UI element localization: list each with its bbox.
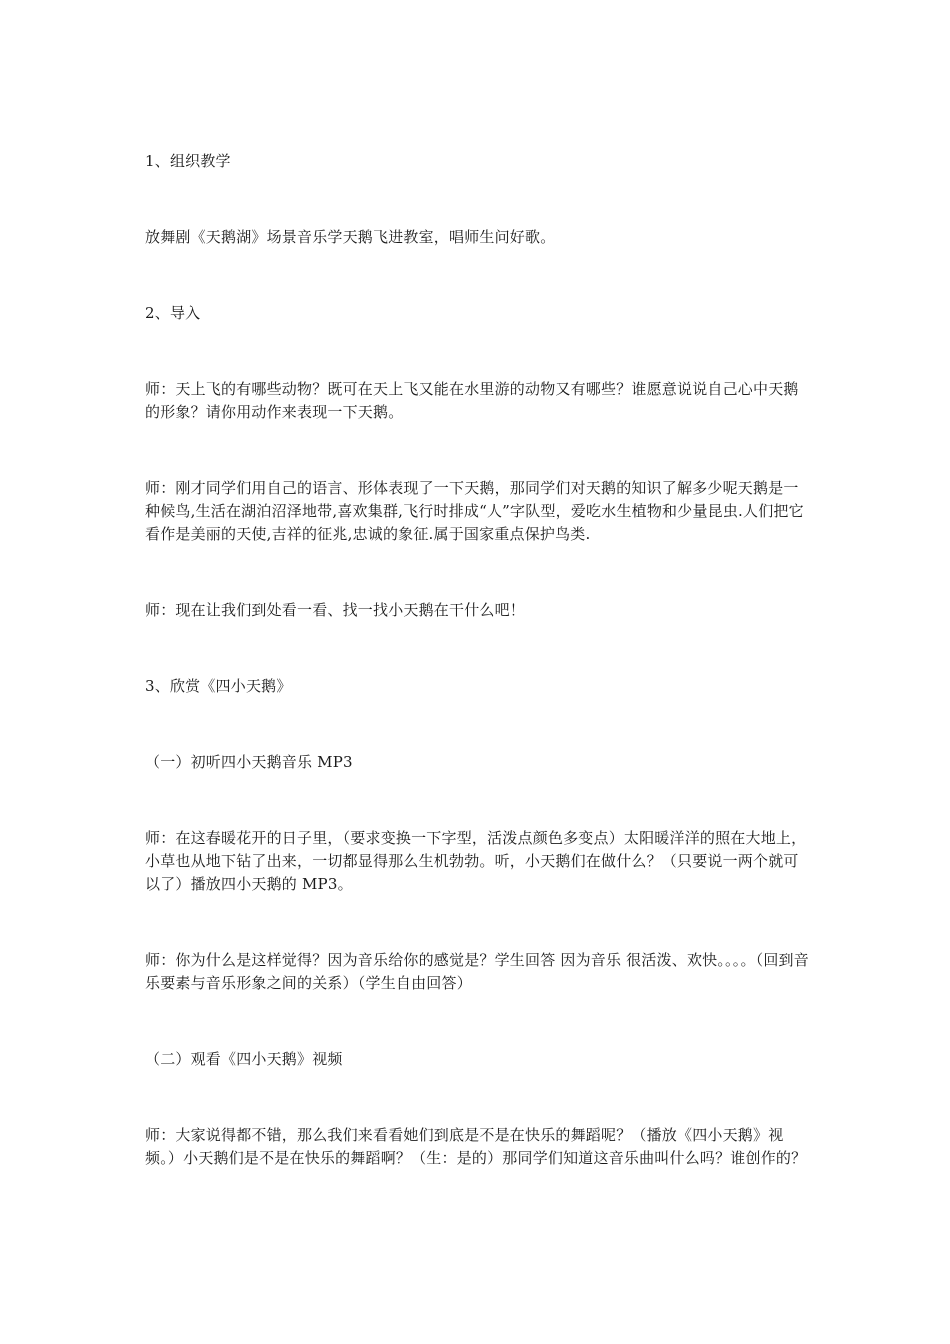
paragraph-teacher-question: 师：天上飞的有哪些动物？既可在天上飞又能在水里游的动物又有哪些？谁愿意说说自己心中天鹅的形象？请你用动作来表现一下天鹅。 [145,380,799,421]
paragraph-spring-mp3: 师：在这春暖花开的日子里，（要求变换一下字型，活泼点颜色多变点）太阳暖洋洋的照在大地上，小草也从地下钻了出来，一切都显得那么生机勃勃。听，小天鹅们在做什么？（只要说一两个就可以了）播放四小天鹅的 MP3。 [145,829,807,893]
document-page [145,150,810,1170]
paragraph-why-feel: 师：你为什么是这样觉得？因为音乐给你的感觉是？学生回答 因为音乐 很活泼、欢快。。。。（回到音乐要素与音乐形象之间的关系）（学生自由回答） [145,951,809,992]
paragraph-watch-video: 师：大家说得都不错，那么我们来看看她们到底是不是在快乐的舞蹈呢？（播放《四小天鹅》视频。）小天鹅们是不是在快乐的舞蹈啊？（生：是的）那同学们知道这音乐曲叫什么吗？谁创作的？ [145,1126,807,1167]
subsection-heading-2: （二）观看《四小天鹅》视频 [145,1050,343,1068]
section-heading-3: 3、欣赏《四小天鹅》 [145,677,292,695]
section-heading-1: 1、组织教学 [145,152,231,170]
paragraph-swan-knowledge: 师：刚才同学们用自己的语言、形体表现了一下天鹅，那同学们对天鹅的知识了解多少呢天鹅是一种候鸟,生活在湖泊沼泽地带,喜欢集群,飞行时排成“人”字队型，爱吃水生植物和少量昆虫.人们把它看作是美丽的天使,吉祥的征兆,忠诚的象征.属于国家重点保护鸟类. [145,479,804,543]
paragraph-opening-music: 放舞剧《天鹅湖》场景音乐学天鹅飞进教室，唱师生问好歌。 [145,228,556,246]
paragraph-look-around: 师：现在让我们到处看一看、找一找小天鹅在干什么吧！ [145,601,526,619]
section-heading-2: 2、导入 [145,304,201,322]
subsection-heading-1: （一）初听四小天鹅音乐 MP3 [145,753,353,771]
